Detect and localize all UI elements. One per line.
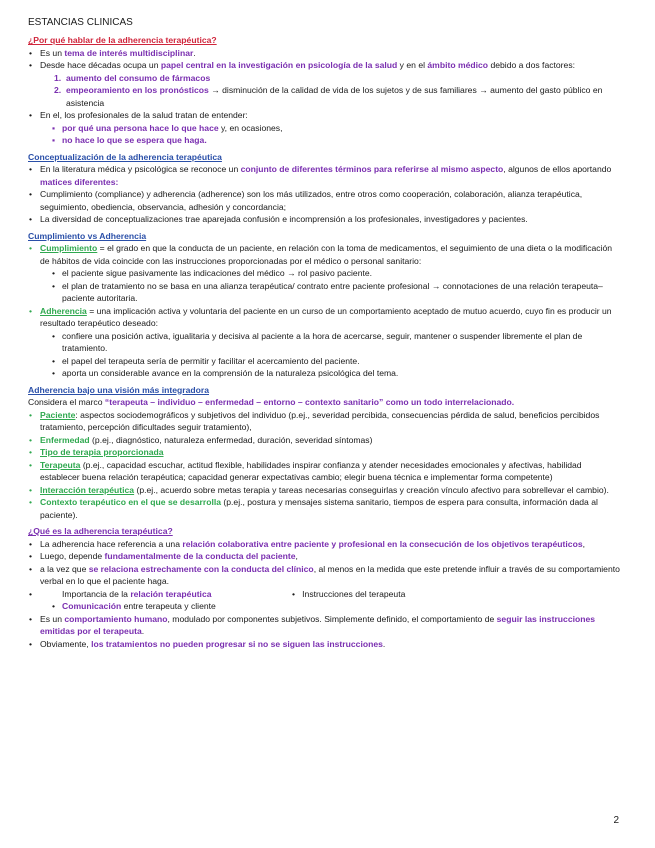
section-heading-vision-integradora: Adherencia bajo una visión más integradora (28, 384, 209, 395)
bullet-icon: • (52, 368, 56, 378)
list-item: • Tipo de terapia proporcionada (29, 447, 164, 457)
section-4-list (28, 409, 620, 522)
bullet-icon: • (52, 330, 56, 341)
list-item: • En el, los profesionales de la salud tratan de entender: (29, 110, 248, 120)
section-4-intro: Considera el marco “terapeuta – individuo – enfermedad – entorno – contexto sanitario” como un todo interrelacionado. (28, 397, 515, 407)
bullet-icon: • (29, 563, 33, 574)
bullet-icon: • (52, 280, 56, 291)
list-item: • Terapeuta (p.ej., capacidad escuchar, actitud flexible, habilidades inspirar confianza y atender necesidades emocionales y afectivas, habilidad establecer buena relación terapéutica; capacidad generar expectativas cambio; elegir buena técnica e implementar forma competente) (29, 459, 582, 482)
bullet-icon: • (29, 60, 33, 70)
section-heading-por-que: ¿Por qué hablar de la adherencia terapéutica? (28, 35, 217, 45)
numbered-item: 1. aumento del consumo de fármacos (54, 72, 211, 83)
list-item: • Cumplimiento = el grado en que la conducta de un paciente, en relación con la toma de medicamentos, el seguimiento de una dieta o la modificación de hábitos de vida coincide con las instrucciones proporcionadas por el médico o personal sanitario: (29, 243, 613, 266)
list-item: • En la literatura médica y psicológica se reconoce un conjunto de diferentes términos para referirse al mismo aspecto, algunos de ellos aportando matices diferentes: (29, 164, 612, 187)
list-item: • La adherencia hace referencia a una relación colaborativa entre paciente y profesional en la consecución de los objetivos terapéuticos, (29, 538, 585, 549)
sub-list-item: • el paciente sigue pasivamente las indicaciones del médico → rol pasivo paciente. (52, 268, 373, 278)
sub-list-item: • el papel del terapeuta sería de permitir y facilitar el acercamiento del paciente. (52, 355, 360, 366)
bullet-icon: • (29, 243, 33, 253)
bullet-icon: ▪ (52, 135, 56, 145)
bullet-icon: • (29, 189, 33, 199)
list-item: • Enfermedad (p.ej., diagnóstico, naturaleza enfermedad, duración, severidad síntomas) (29, 434, 373, 445)
bullet-icon: • (52, 268, 56, 278)
sub-list-item: • aporta un considerable avance en la comprensión de la naturaleza psicológica del tema. (52, 368, 399, 378)
list-item: • Adherencia = una implicación activa y voluntaria del paciente en un curso de un comportamiento aceptado de mutuo acuerdo, cuyo fin es producir un resultado terapéutico deseado: (29, 305, 612, 328)
bullet-icon: • (29, 305, 33, 316)
section-heading-conceptualizacion: Conceptualización de la adherencia terapéutica (28, 151, 222, 162)
bullet-icon: • (29, 613, 33, 624)
bullet-icon: • (29, 434, 33, 445)
bullet-icon: • (29, 409, 33, 420)
bullet-icon: • (29, 47, 33, 58)
section-1-list (28, 47, 620, 147)
numbered-item: 2. empeoramiento en los pronósticos → disminución de la calidad de vida de los sujetos y de sus familiares → aumento del gasto público en asistencia (54, 85, 603, 108)
bullet-icon: • (29, 459, 33, 470)
list-item: • Cumplimiento (compliance) y adherencia (adherence) son los más utilizados, entre otros como cooperación, colaboración, alianza terapéutica, seguimiento, obediencia, observancia, adhesión y concordancia; (29, 189, 583, 212)
bullet-icon: ▪ (52, 122, 56, 133)
section-heading-cumplimiento-vs-adherencia: Cumplimiento vs Adherencia (28, 230, 147, 241)
sub-list-item: • el plan de tratamiento no se basa en una alianza terapéutica/ contrato entre paciente profesional → connotaciones de una relación terapeuta–paciente autoritaria. (52, 280, 603, 303)
list-item: • a la vez que se relaciona estrechamente con la conducta del clínico, al menos en la medida que este pretende influir a través de su comportamiento verbal en lo que el paciente haga. (29, 563, 620, 586)
list-item: • Contexto terapéutico en el que se desarrolla (p.ej., postura y mensajes sistema sanitario, tiempos de espera para consulta, información dada al paciente). (29, 497, 598, 520)
sub-list-item: ▪ por qué una persona hace lo que hace y, en ocasiones, (52, 122, 283, 133)
bullet-icon: • (29, 164, 33, 174)
document-content (28, 16, 620, 650)
page-number: 2 (613, 815, 619, 826)
bullet-icon: • (29, 484, 33, 495)
section-2-list (28, 163, 620, 226)
sub-list-row (28, 588, 620, 601)
bullet-icon: • (29, 551, 33, 561)
bullet-icon: • (52, 601, 56, 611)
bullet-icon: • (29, 497, 33, 507)
sub-list-item: • confiere una posición activa, igualitaria y decisiva al paciente a la hora de acercarse, seguir, mantener o suspender libremente el plan de tratamiento. (52, 330, 583, 353)
section-5-list (28, 538, 620, 651)
bullet-icon: • (292, 588, 303, 599)
sub-list-item: • Instrucciones del terapeuta (292, 588, 406, 599)
list-item: • Es un comportamiento humano, modulado por componentes subjetivos. Simplemente definido, el comportamiento de seguir las instrucciones emitidas por el terapeuta. (29, 613, 596, 636)
sub-list-item: ▪ no hace lo que se espera que haga. (52, 135, 207, 145)
bullet-icon: • (29, 214, 33, 224)
list-item: • Obviamente, los tratamientos no pueden progresar si no se siguen las instrucciones. (29, 638, 386, 649)
document-title: ESTANCIAS CLINICAS (28, 17, 133, 28)
section-3-list (28, 242, 620, 380)
list-item: • Paciente: aspectos sociodemográficos y subjetivos del individuo (p.ej., severidad percibida, consecuencias pérdida de salud, beneficios percibidos tratamiento, percepción dificultades seguir tratamiento), (29, 409, 600, 432)
bullet-icon: • (29, 638, 33, 649)
bullet-icon: • (29, 538, 33, 549)
bullet-icon: • (29, 588, 33, 599)
bullet-icon: • (29, 110, 33, 120)
list-item: • Interacción terapéutica (p.ej., acuerdo sobre metas terapia y tareas necesarias conseguirlas y creación vínculo afectivo para sobrellevar el cambio). (29, 484, 609, 495)
sub-list-item: • Comunicación entre terapeuta y cliente (52, 601, 216, 611)
list-item: • Desde hace décadas ocupa un papel central en la investigación en psicología de la salud y en el ámbito médico debido a dos factores: (29, 60, 576, 70)
list-item: • Luego, depende fundamentalmente de la conducta del paciente, (29, 551, 298, 561)
bullet-icon: • (29, 447, 33, 457)
bullet-icon: • (52, 355, 56, 366)
list-item: • La diversidad de conceptualizaciones trae aparejada confusión e incomprensión a los profesionales, investigadores y pacientes. (29, 214, 528, 224)
sub-list-item: • Importancia de la relación terapéutica (29, 588, 212, 599)
list-item: • Es un tema de interés multidisciplinar. (29, 47, 196, 58)
section-heading-que-es: ¿Qué es la adherencia terapéutica? (28, 526, 173, 536)
